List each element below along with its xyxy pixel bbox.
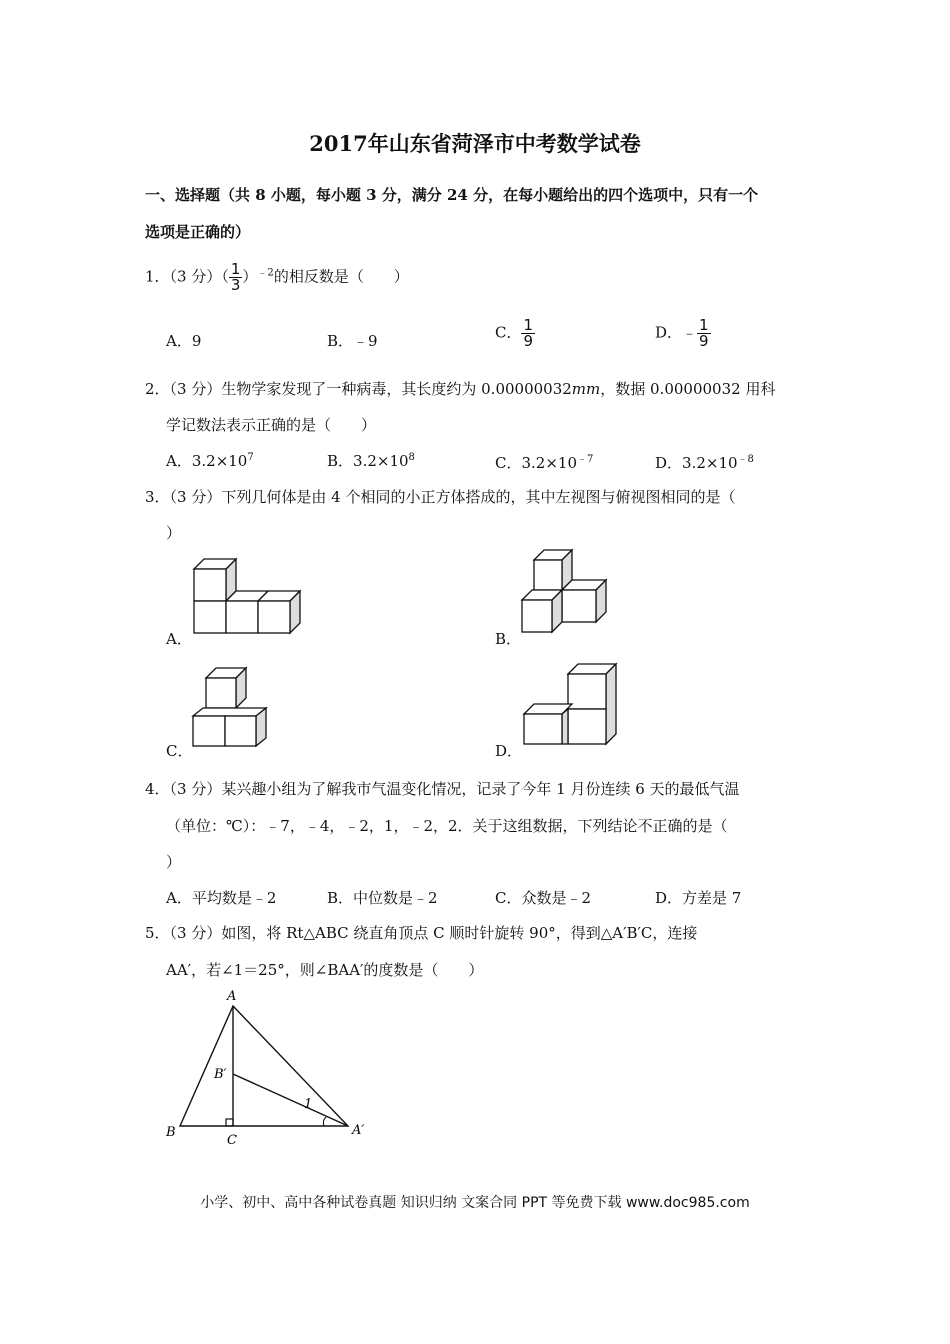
q3-option-d-label: D． <box>495 742 523 760</box>
q2-option-a: A．$3.2\times 10^7$ <box>166 452 254 470</box>
question-3-line2: ） <box>166 524 182 542</box>
label-b: B <box>166 1125 176 1140</box>
fraction: $\frac{1}{3}$ <box>230 260 241 294</box>
label-c: C <box>227 1133 237 1148</box>
fraction: $\frac{1}{9}$ <box>523 316 534 350</box>
cube-figure-a <box>190 558 310 634</box>
q1-option-d: D．﹣ $\frac{1}{9}$ <box>655 316 709 350</box>
cube-figure-c <box>190 664 280 748</box>
q3-option-a-label: A． <box>166 630 192 648</box>
q3-option-c-label: C． <box>166 742 193 760</box>
question-5-line1: 5．（3 分）如图，将 Rt△ABC 绕直角顶点 C 顺时针旋转 90°，得到△A′B′C，连接 <box>145 924 698 942</box>
question-4-line1: 4．（3 分）某兴趣小组为了解我市气温变化情况，记录了今年 1 月份连续 6 天的最低气温 <box>145 780 740 798</box>
question-3-line1: 3．（3 分）下列几何体是由 4 个相同的小正方体搭成的，其中左视图与俯视图相同的是（ <box>145 488 736 506</box>
q2-option-c: C．$3.2\times 10^{﹣7}$ <box>495 454 594 472</box>
question-2-line2: 学记数法表示正确的是（ ） <box>166 416 377 434</box>
cube-figure-b <box>520 548 620 634</box>
label-a: A <box>227 989 237 1004</box>
question-4-line3: ） <box>166 853 182 871</box>
q4-option-c: C．众数是﹣2 <box>495 889 592 907</box>
exponent: ﹣2 <box>257 267 274 279</box>
section-heading-line1: 一、选择题（共 8 小题，每小题 3 分，满分 24 分，在每小题给出的四个选项中，只有一个 <box>145 186 759 204</box>
cube-figure-d <box>520 660 620 746</box>
triangle-figure <box>160 984 390 1154</box>
question-1-stem: 1．（3 分）（ $\frac{1}{3}$ ）$^{﹣2}$的相反数是（ ） <box>145 260 409 294</box>
label-b-prime: B′ <box>214 1067 227 1082</box>
section-heading-line2: 选项是正确的） <box>145 223 251 241</box>
footer-text: 小学、初中、高中各种试卷真题 知识归纳 文案合同 PPT 等免费下载 www.doc985.com <box>200 1195 750 1211</box>
question-2-line1: 2．（3 分）生物学家发现了一种病毒，其长度约为 0.00000032mm，数据 0.00000032 用科 <box>145 380 776 398</box>
question-text: 的相反数是（ ） <box>273 267 409 286</box>
q1-option-a: A．9 <box>166 332 202 350</box>
question-score: （3 分） <box>169 267 222 286</box>
q1-option-c: C． $\frac{1}{9}$ <box>495 316 534 350</box>
q3-option-b-label: B． <box>495 630 522 648</box>
q1-option-b: B．﹣9 <box>327 332 378 350</box>
fraction: $\frac{1}{9}$ <box>699 316 709 350</box>
label-a-prime: A′ <box>352 1123 365 1138</box>
q4-option-d: D．方差是 7 <box>655 889 742 907</box>
q4-option-b: B．中位数是﹣2 <box>327 889 438 907</box>
q2-option-b: B．$3.2\times 10^8$ <box>327 452 415 470</box>
question-5-line2: AA′，若∠1＝25°，则∠BAA′的度数是（ ） <box>166 961 484 979</box>
question-4-line2: （单位：℃）：﹣7，﹣4，﹣2，1，﹣2，2．关于这组数据，下列结论不正确的是（ <box>166 817 728 835</box>
angle-1-label: 1 <box>304 1097 313 1112</box>
q2-option-d: D．$3.2\times 10^{﹣8}$ <box>655 454 754 472</box>
q4-option-a: A．平均数是﹣2 <box>166 889 277 907</box>
question-number: 1． <box>145 267 170 286</box>
page-title: 2017年山东省菏泽市中考数学试卷 <box>309 131 641 156</box>
